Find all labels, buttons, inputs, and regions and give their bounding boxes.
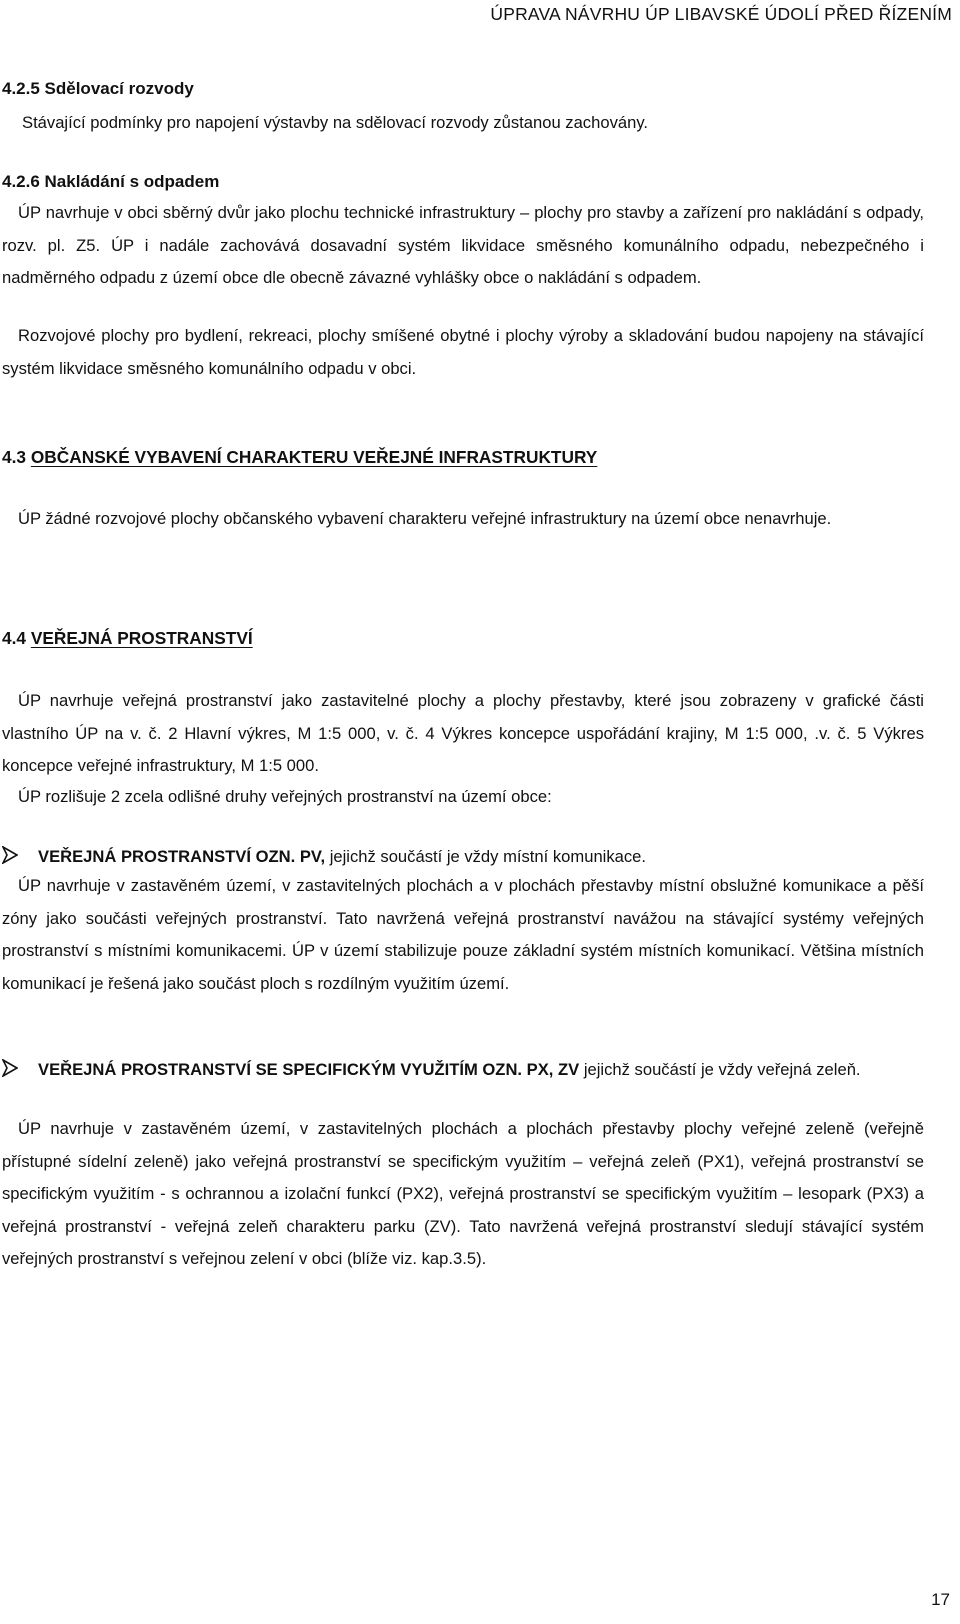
heading-4-4-number: 4.4 <box>2 628 27 648</box>
bullet-bold-px-zv: VEŘEJNÁ PROSTRANSTVÍ SE SPECIFICKÝM VYUŽITÍM OZN. PX, ZV <box>38 1060 580 1079</box>
arrowhead-bullet-icon <box>2 846 18 864</box>
page-number: 17 <box>931 1590 950 1609</box>
running-header: ÚPRAVA NÁVRHU ÚP LIBAVSKÉ ÚDOLÍ PŘED ŘÍZENÍM <box>490 4 952 24</box>
paragraph-4-4-c: ÚP navrhuje v zastavěném území, v zastavitelných plochách a v plochách přestavby místní obslužné komunikace a pěší zóny jako součásti veřejných prostranství. Tato navržená veřejná prostranství navážou na stávající systémy veřejných prostranství s místními komunikacemi. ÚP v území stabilizuje pouze základní systém místních komunikací. Většina místních komunikací je řešená jako součást ploch s rozdílným využitím území. <box>2 876 924 993</box>
bullet-text-px-zv <box>38 1054 924 1086</box>
arrowhead-bullet-icon <box>2 1059 18 1077</box>
paragraph-4-2-6-a: ÚP navrhuje v obci sběrný dvůr jako plochu technické infrastruktury – plochy pro stavby a zařízení pro nakládání s odpady, rozv. pl. Z5. ÚP i nadále zachovává dosavadní systém likvidace směsného komunálního odpadu, nebezpečného i nadměrného odpadu z území obce dle obecně závazné vyhlášky obce o nakládání s odpadem. <box>2 203 924 287</box>
paragraph-4-3: ÚP žádné rozvojové plochy občanského vybavení charakteru veřejné infrastruktury na území obce nenavrhuje. <box>18 509 832 528</box>
heading-4-3-title: OBČANSKÉ VYBAVENÍ CHARAKTERU VEŘEJNÉ INFRASTRUKTURY <box>30 447 598 467</box>
heading-4-4 <box>2 628 253 649</box>
paragraph-4-2-5: Stávající podmínky pro napojení výstavby na sdělovací rozvody zůstanou zachovány. <box>22 113 648 132</box>
paragraph-4-4-d: ÚP navrhuje v zastavěném území, v zastavitelných plochách a plochách přestavby plochy veřejné zeleně (veřejně přístupné sídelní zeleně) jako veřejná prostranství se specifickým využitím – veřejná zeleň (PX1), veřejná prostranství se specifickým využitím - s ochrannou a izolační funkcí (PX2), veřejná prostranství se specifickým využitím – lesopark (PX3) a veřejná prostranství - veřejná zeleň charakteru parku (ZV). Tato navržená veřejná prostranství sledují stávající systém veřejných prostranství s veřejnou zelení v obci (blíže viz. kap.3.5). <box>2 1119 924 1268</box>
heading-4-2-6: 4.2.6 Nakládání s odpadem <box>2 172 220 191</box>
paragraph-4-4-b: ÚP rozlišuje 2 zcela odlišné druhy veřejných prostranství na území obce: <box>18 787 552 806</box>
bullet-bold-pv: VEŘEJNÁ PROSTRANSTVÍ OZN. PV, <box>38 847 326 866</box>
bullet-rest-pv: jejichž součástí je vždy místní komunikace. <box>325 847 647 866</box>
heading-4-3 <box>2 447 597 468</box>
bullet-rest-px-zv: jejichž součástí je vždy veřejná zeleň. <box>579 1060 861 1079</box>
bullet-text-pv <box>38 841 924 873</box>
heading-4-4-title: VEŘEJNÁ PROSTRANSTVÍ <box>30 628 253 648</box>
paragraph-4-2-6-b: Rozvojové plochy pro bydlení, rekreaci, plochy smíšené obytné i plochy výroby a skladování budou napojeny na stávající systém likvidace směsného komunálního odpadu v obci. <box>2 326 924 378</box>
paragraph-4-4-a: ÚP navrhuje veřejná prostranství jako zastavitelné plochy a plochy přestavby, které jsou zobrazeny v grafické části vlastního ÚP na v. č. 2 Hlavní výkres, M 1:5 000, v. č. 4 Výkres koncepce uspořádání krajiny, M 1:5 000, .v. č. 5 Výkres koncepce veřejné infrastruktury, M 1:5 000. <box>2 691 924 775</box>
heading-4-3-number: 4.3 <box>2 447 27 467</box>
heading-4-2-5: 4.2.5 Sdělovací rozvody <box>2 79 194 98</box>
